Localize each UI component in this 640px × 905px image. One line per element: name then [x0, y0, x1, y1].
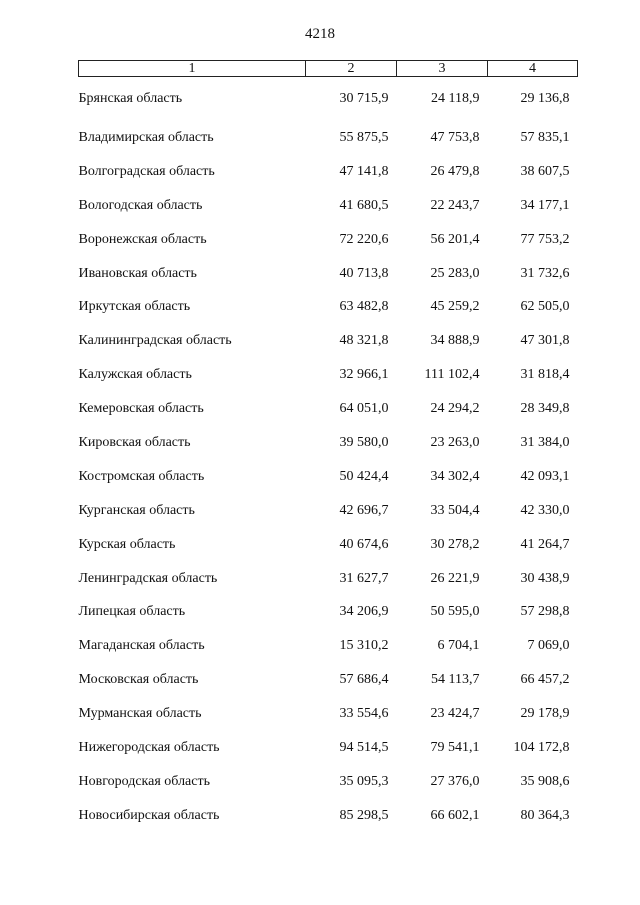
value-cell-col-3: 25 283,0	[430, 265, 480, 281]
value-cell-col-2: 32 966,1	[339, 367, 389, 383]
value-cell-col-3: 47 753,8	[430, 129, 480, 145]
value-cell-col-2: 15 310,2	[339, 638, 389, 654]
region-name-cell: Кемеровская область	[78, 401, 204, 417]
value-cell-col-2: 41 680,5	[339, 197, 389, 213]
value-cell-col-4: 42 330,0	[520, 502, 570, 518]
value-cell-col-4: 66 457,2	[520, 672, 570, 688]
value-cell-col-3: 50 595,0	[430, 604, 480, 620]
value-cell-col-4: 80 364,3	[520, 807, 570, 823]
value-cell-col-3: 79 541,1	[430, 739, 480, 755]
region-name-cell: Магаданская область	[78, 638, 205, 654]
column-header-4: 4	[488, 61, 578, 77]
table-row	[79, 324, 578, 358]
table-row	[79, 392, 578, 426]
value-cell-col-4: 57 298,8	[520, 604, 570, 620]
data-table-container	[78, 60, 577, 833]
region-name-cell: Ленинградская область	[78, 570, 218, 586]
page-number: 4218	[305, 26, 335, 42]
value-cell-col-2: 35 095,3	[339, 773, 389, 789]
value-cell-col-4: 34 177,1	[520, 197, 570, 213]
value-cell-col-4: 31 732,6	[520, 265, 570, 281]
region-name-cell: Костромская область	[78, 468, 205, 484]
value-cell-col-3: 30 278,2	[430, 536, 480, 552]
value-cell-col-2: 30 715,9	[339, 91, 389, 106]
value-cell-col-3: 34 888,9	[430, 333, 480, 349]
value-cell-col-3: 6 704,1	[437, 638, 480, 654]
table-row	[79, 121, 578, 155]
region-name-cell: Калининградская область	[78, 333, 232, 349]
value-cell-col-3: 23 263,0	[430, 434, 480, 450]
table-row	[79, 189, 578, 223]
table-row	[79, 629, 578, 663]
table-row	[79, 460, 578, 494]
table-row	[79, 562, 578, 596]
value-cell-col-4: 57 835,1	[520, 129, 570, 145]
region-name-cell: Владимирская область	[78, 129, 214, 145]
region-name-cell: Московская область	[78, 672, 199, 688]
table-row	[79, 494, 578, 528]
value-cell-col-2: 40 713,8	[339, 265, 389, 281]
value-cell-col-4: 29 136,8	[520, 91, 570, 106]
table-row	[79, 426, 578, 460]
table-row	[79, 358, 578, 392]
value-cell-col-3: 34 302,4	[430, 468, 480, 484]
table-row	[79, 155, 578, 189]
value-cell-col-2: 55 875,5	[339, 129, 389, 145]
value-cell-col-4: 77 753,2	[520, 231, 570, 247]
table-row	[79, 663, 578, 697]
value-cell-col-4: 47 301,8	[520, 333, 570, 349]
value-cell-col-3: 23 424,7	[430, 706, 480, 722]
region-name-cell: Курганская область	[78, 502, 195, 518]
value-cell-col-4: 31 384,0	[520, 434, 570, 450]
region-name-cell: Новосибирская область	[78, 807, 220, 823]
value-cell-col-3: 33 504,4	[430, 502, 480, 518]
value-cell-col-2: 33 554,6	[339, 706, 389, 722]
value-cell-col-4: 30 438,9	[520, 570, 570, 586]
value-cell-col-2: 39 580,0	[339, 434, 389, 450]
value-cell-col-2: 85 298,5	[339, 807, 389, 823]
region-name-cell: Вологодская область	[78, 197, 203, 213]
column-header-2: 2	[306, 61, 397, 77]
value-cell-col-3: 27 376,0	[430, 773, 480, 789]
value-cell-col-2: 63 482,8	[339, 299, 389, 315]
table-row	[79, 223, 578, 257]
table-row	[79, 77, 578, 122]
value-cell-col-3: 26 221,9	[430, 570, 480, 586]
region-name-cell: Мурманская область	[78, 706, 202, 722]
value-cell-col-3: 111 102,4	[424, 367, 480, 383]
data-table	[78, 60, 578, 833]
value-cell-col-2: 42 696,7	[339, 502, 389, 518]
value-cell-col-3: 54 113,7	[431, 672, 480, 688]
value-cell-col-2: 47 141,8	[339, 163, 389, 179]
region-name-cell: Липецкая область	[78, 604, 186, 620]
value-cell-col-2: 72 220,6	[339, 231, 389, 247]
region-name-cell: Ивановская область	[78, 265, 197, 281]
table-header	[79, 61, 578, 77]
value-cell-col-3: 45 259,2	[430, 299, 480, 315]
value-cell-col-2: 64 051,0	[339, 401, 389, 417]
value-cell-col-4: 35 908,6	[520, 773, 570, 789]
value-cell-col-3: 66 602,1	[430, 807, 480, 823]
value-cell-col-3: 56 201,4	[430, 231, 480, 247]
value-cell-col-4: 38 607,5	[520, 163, 570, 179]
value-cell-col-4: 42 093,1	[520, 468, 570, 484]
value-cell-col-3: 22 243,7	[430, 197, 480, 213]
table-body	[79, 77, 578, 833]
region-name-cell: Курская область	[78, 536, 176, 552]
value-cell-col-4: 31 818,4	[520, 367, 570, 383]
table-row	[79, 765, 578, 799]
table-row	[79, 799, 578, 833]
table-row	[79, 257, 578, 291]
region-name-cell: Нижегородская область	[78, 739, 220, 755]
region-name-cell: Калужская область	[78, 367, 192, 383]
value-cell-col-3: 26 479,8	[430, 163, 480, 179]
value-cell-col-4: 29 178,9	[520, 706, 570, 722]
value-cell-col-3: 24 118,9	[431, 91, 480, 106]
value-cell-col-4: 28 349,8	[520, 401, 570, 417]
value-cell-col-2: 34 206,9	[339, 604, 389, 620]
region-name-cell: Воронежская область	[78, 231, 207, 247]
value-cell-col-4: 104 172,8	[513, 739, 570, 755]
table-row	[79, 290, 578, 324]
column-header-3: 3	[397, 61, 488, 77]
table-row	[79, 528, 578, 562]
region-name-cell: Иркутская область	[78, 299, 191, 315]
value-cell-col-2: 40 674,6	[339, 536, 389, 552]
column-header-1: 1	[79, 61, 306, 77]
value-cell-col-2: 94 514,5	[339, 739, 389, 755]
region-name-cell: Волгоградская область	[78, 163, 215, 179]
region-name-cell: Новгородская область	[78, 773, 210, 789]
value-cell-col-2: 50 424,4	[339, 468, 389, 484]
value-cell-col-3: 24 294,2	[430, 401, 480, 417]
table-row	[79, 595, 578, 629]
value-cell-col-4: 41 264,7	[520, 536, 570, 552]
table-row	[79, 697, 578, 731]
region-name-cell: Брянская область	[78, 91, 183, 106]
value-cell-col-4: 7 069,0	[527, 638, 570, 654]
table-row	[79, 731, 578, 765]
value-cell-col-2: 57 686,4	[339, 672, 389, 688]
region-name-cell: Кировская область	[78, 434, 191, 450]
value-cell-col-2: 48 321,8	[339, 333, 389, 349]
value-cell-col-2: 31 627,7	[339, 570, 389, 586]
header-row	[79, 61, 578, 77]
value-cell-col-4: 62 505,0	[520, 299, 570, 315]
